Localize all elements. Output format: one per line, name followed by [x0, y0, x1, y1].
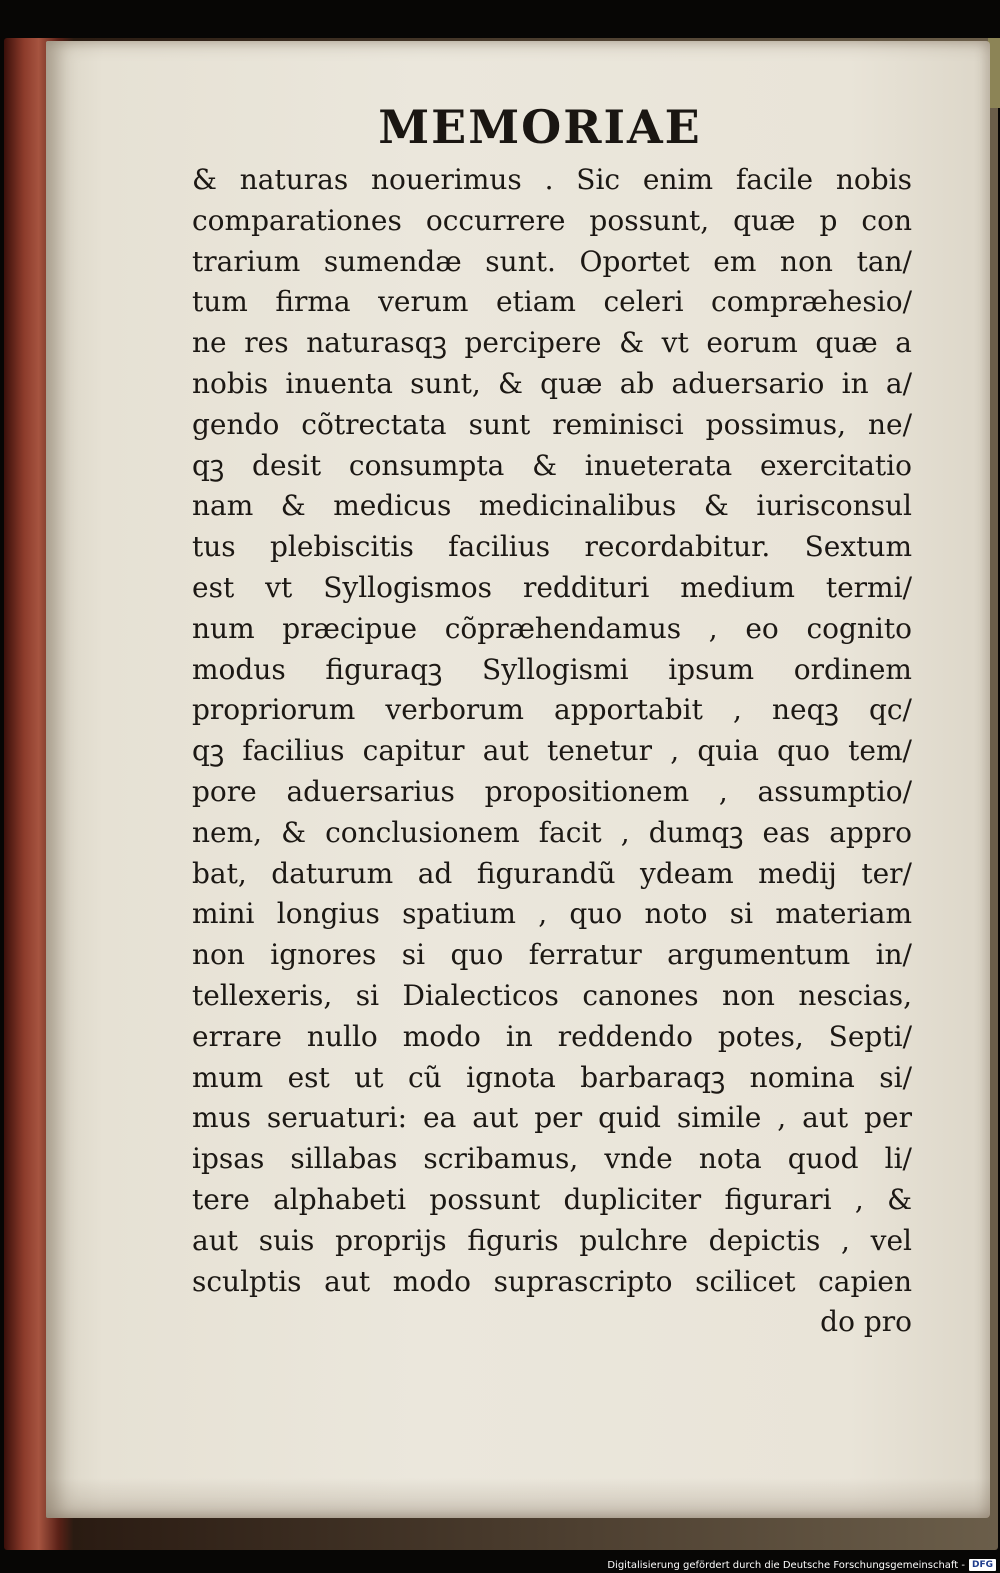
body-text	[192, 160, 912, 1343]
text-line: mus seruaturi: ea aut per quid simile , aut per	[192, 1101, 912, 1135]
text-line: tere alphabeti possunt dupliciter figurari , &	[192, 1182, 912, 1216]
catchword: do pro	[820, 1305, 912, 1339]
text-line: gendo cõtrectata sunt reminisci possimus, ne/	[192, 407, 912, 441]
text-line: nobis inuenta sunt, & quæ ab aduersario in a/	[192, 366, 912, 400]
text-line: nam & medicus medicinalibus & iurisconsul	[192, 489, 912, 523]
text-line: comparationes occurrere possunt, quæ p con	[192, 203, 912, 237]
text-line: ipsas sillabas scribamus, vnde nota quod li/	[192, 1142, 912, 1176]
text-line: pore aduersarius propositionem , assumptio/	[192, 774, 912, 808]
text-line: num præcipue cõpræhendamus , eo cognito	[192, 611, 912, 645]
text-line: est vt Syllogismos reddituri medium termi/	[192, 570, 912, 604]
text-line: nem, & conclusionem facit , dumqꝫ eas appro	[192, 815, 912, 849]
running-head: MEMORIAE	[378, 100, 702, 154]
text-line: non ignores si quo ferratur argumentum in/	[192, 938, 912, 972]
text-line: tellexeris, si Dialecticos canones non nescias,	[192, 978, 912, 1012]
text-line: bat, daturum ad figurandũ ydeam medij ter/	[192, 856, 912, 890]
credit-text: Digitalisierung gefördert durch die Deutsche Forschungsgemeinschaft -	[607, 1559, 965, 1571]
text-line: trarium sumendæ sunt. Oportet em non tan/	[192, 244, 912, 278]
text-line: aut suis proprijs figuris pulchre depictis , vel	[192, 1223, 912, 1257]
digitization-credit	[607, 1559, 996, 1571]
text-line: mini longius spatium , quo noto si materiam	[192, 897, 912, 931]
text-line: modus figuraqꝫ Syllogismi ipsum ordinem	[192, 652, 912, 686]
text-line: tum firma verum etiam celeri compræhesio/	[192, 285, 912, 319]
text-line: & naturas nouerimus . Sic enim facile nobis	[192, 163, 912, 196]
dfg-logo-icon: DFG	[969, 1559, 996, 1571]
text-line: errare nullo modo in reddendo potes, Septi/	[192, 1019, 912, 1053]
text-line: qꝫ facilius capitur aut tenetur , quia quo tem/	[192, 734, 912, 768]
text-line: qꝫ desit consumpta & inueterata exercitatio	[192, 448, 912, 482]
text-line: sculptis aut modo suprascripto scilicet capien	[192, 1264, 912, 1298]
text-line: tus plebiscitis facilius recordabitur. Sextum	[192, 530, 912, 564]
text-line: mum est ut cũ ignota barbaraqꝫ nomina si/	[192, 1060, 912, 1094]
text-line: propriorum verborum apportabit , neqꝫ qc/	[192, 693, 912, 727]
text-line: ne res naturasqꝫ percipere & vt eorum quæ a	[192, 326, 912, 360]
